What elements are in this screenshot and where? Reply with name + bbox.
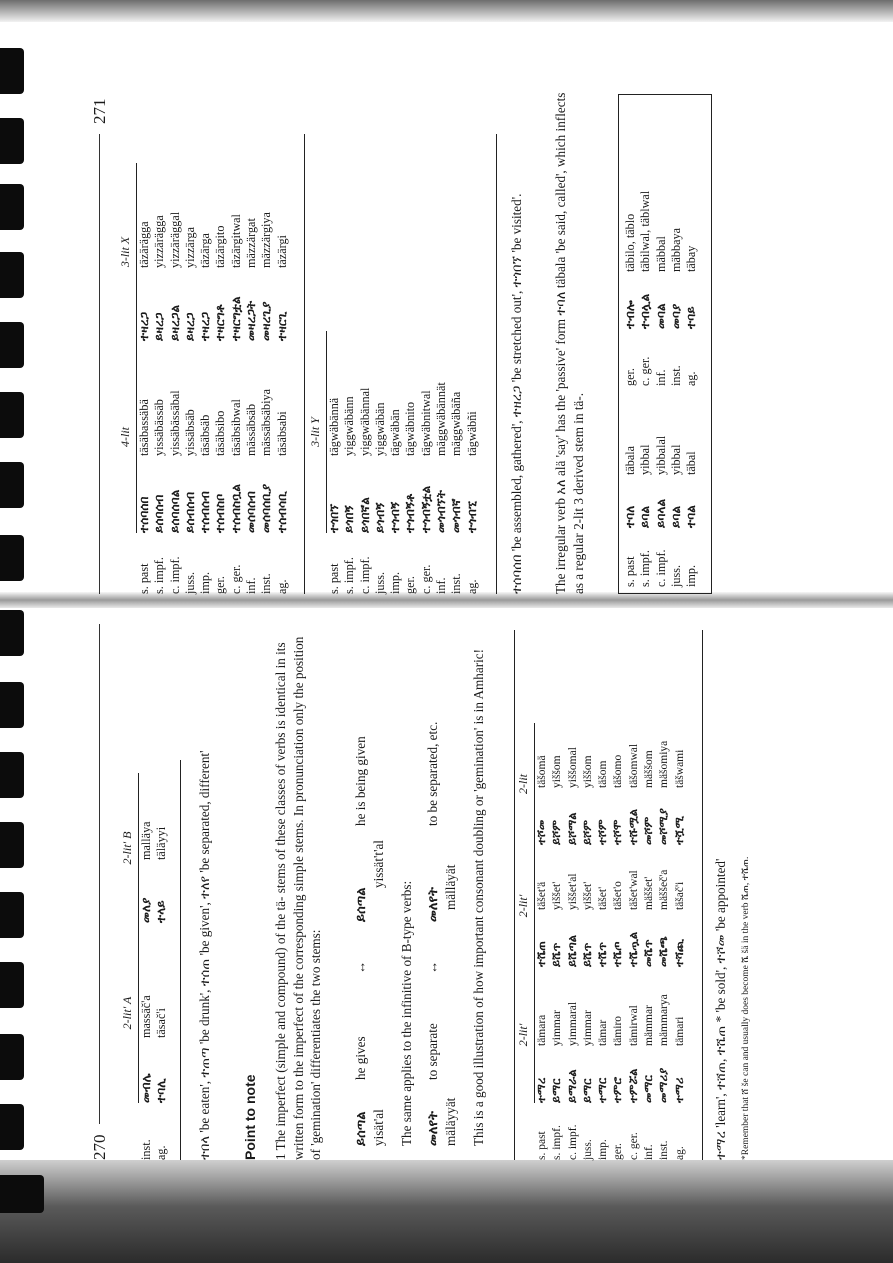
table-cell: imp. [388,571,403,594]
table-cell: yissäbsäb [182,409,197,456]
table-cell: ይዛረጋ [152,312,167,341]
table-row [152,163,167,594]
table-cell: መማር [643,1075,656,1103]
column-header-4lit: 4-lit [116,341,137,533]
table-row [358,331,373,594]
table-cell: ተጎብኝቶ [403,493,418,533]
table-cell: c. impf. [566,1124,579,1160]
table-cell: yimmar [551,1010,564,1046]
table-cell: ተባለ [623,505,637,528]
table-cell: c. ger. [228,564,243,594]
table-cell: mäbbaya [668,228,683,272]
column-header-2lit-a: 2-lit' A [118,923,139,1103]
table-cell: täbilwal, täblwal [638,190,653,272]
table-cell: yimmar [581,1010,594,1046]
table-cell: መሰባሰብ [244,491,259,533]
table-cell: ይባል [668,505,683,528]
table-cell: imp. [597,1139,610,1160]
table-cell: ይሾም [581,820,594,845]
table-cell: täbala [623,445,637,475]
column-header-2lit-3: 2-lit [514,723,535,845]
table-cell: mäggwäbäña [449,391,464,456]
verb-table-3lit-y [306,331,480,594]
table-cell: ይሰባሰባል [167,489,182,533]
table-cell: täsäbsäb [198,414,213,456]
example-verbs-paragraph: ተበላ 'be eaten', ተጠጣ 'be drunk', ተሰጠ 'be given', ተለየ 'be separated, different' [197,750,212,1160]
note-1-paragraph: 1 The imperfect (simple and compound) of the tä- stems of these classes of verbs is identical in its written form to the imperfect of the corresponding simple stems. In pronunciation only the position of 'gemination' differentiates the two stems: [273,636,323,1160]
table-cell: ተጎብኝቷል [418,485,433,533]
table-cell: ተጎብኝ [388,501,403,533]
table-cell: täsäbsibwal [228,399,243,456]
table-cell: ተዛርግቶ [213,304,228,341]
table-row [244,163,259,594]
table-cell: inst. [658,1140,671,1160]
table-cell: yibbal [668,444,683,475]
table-cell: ይዛረጋል [167,304,182,341]
table-cell: ተሾሞ [612,819,625,845]
table-cell: yiggwäbänn [342,396,357,456]
table-cell: tämiro [612,1015,625,1046]
table-cell: ተዛረጋ [198,311,213,341]
table-cell: ተብሎ [623,300,637,329]
table-cell: ተሼጠ [536,941,548,967]
table-cell: መሼጥ [643,939,656,967]
table-cell: yizzärägga [152,215,167,268]
table-cell: yissäbässäb [152,399,167,456]
table-cell: ይዛረጋ [182,312,197,341]
table-cell: ተሰብስቦ [213,493,228,533]
table-cell: ይሰብሰብ [182,491,197,533]
table-row [654,127,669,587]
table-cell: ተማረ [536,1077,548,1103]
table-cell: s. past [326,563,341,594]
table-row [465,331,480,594]
table-cell: täbilo, täblo [623,213,637,272]
table-cell: c. impf. [357,556,372,594]
table-cell: imp. [684,564,699,587]
table-row [213,163,228,594]
table-cell: ይሾም [551,820,564,845]
table-cell: mäzzärgiya [259,212,274,268]
page-number: 271 [90,98,109,124]
table-cell: s. impf. [551,1125,564,1160]
table-cell: mäggwäbännät [434,382,449,456]
table-cell: mämmarya [658,994,671,1046]
table-cell: täšomä [536,755,548,788]
table-cell: s. impf. [342,557,357,594]
table-cell: c. impf. [167,556,182,594]
table-cell: mäššeč'a [658,869,671,910]
table-cell: ተባል [684,505,699,528]
table-cell: täzärga [198,233,213,268]
table-cell: täšomwal [627,743,640,788]
table-cell: c. ger. [627,1132,640,1160]
table-cell: ተሰብሳቢ [274,491,289,533]
irregular-verb-paragraph: The irregular verb አለ alä 'say' has the 'passive' form ተባለ täbala 'be said, called', which inflects as a regular 2-lit 3 derived stem in tä-. [553,92,586,594]
table-cell: inf. [244,577,259,594]
table-cell: tämara [536,1014,548,1046]
table-cell: s. impf. [638,550,653,587]
table-row [259,163,274,594]
table-cell: yissäbässäbal [167,390,182,456]
table-cell: ተሰብሰብ [198,491,213,533]
table-cell: ተሼጧል [627,931,640,967]
table-cell: ይሼጥ [581,942,594,967]
table-cell: täzärgitwal [228,214,243,268]
table-cell: yizzäräggal [167,211,182,268]
table-row [566,723,581,1160]
table-cell: ተሻጪ [673,939,686,967]
table-cell: መባል [653,303,668,329]
table-row [137,163,153,594]
table-cell: juss. [182,571,197,594]
table-cell: ተሰብስቧል [228,483,243,533]
table-cell: juss. [581,1139,594,1160]
table-cell: yiššet'al [566,873,579,910]
table-row [623,127,638,587]
table-row [403,331,418,594]
table-cell: ag. [274,579,289,594]
table-cell: መሾም [643,816,656,845]
table-row [657,723,672,1160]
table-row [642,723,657,1160]
table-row [669,127,684,587]
section-heading: Point to note [242,1074,258,1160]
table-cell: tämirwal [627,1005,640,1046]
table-cell: tägwäbän [388,409,403,456]
table-cell: täzärgi [274,235,289,268]
verb-table-2lit-ab [118,773,170,1160]
table-cell: yiggwäbännal [357,387,372,456]
table-cell: ይባላል [653,498,668,528]
table-row [535,723,551,1160]
table-cell: ይሼጥ [551,942,564,967]
table-row [596,723,611,1160]
table-row [229,163,244,594]
table-cell: c. ger. [418,564,433,594]
table-cell: täzärägga [137,221,151,268]
table-cell: ተሼጦ [612,941,625,967]
table-cell: yibbalal [653,435,668,475]
column-header-3lit-x: 3-lit X [116,163,137,341]
table-cell: ይማር [581,1078,594,1103]
table-cell: ይሾማል [566,812,579,845]
stem-verbs-paragraph: ተሰባሰበ 'be assembled, gathered', ተዘረጋ 'be stretched out', ተጎበኘ 'be visited'. [509,193,524,594]
header-rule [99,624,100,1124]
table-cell: imp. [198,571,213,594]
table-row [581,723,596,1160]
table-rule [496,134,497,594]
table-cell: tägwäbnito [403,401,418,456]
table-cell: täšet' [597,886,610,910]
table-cell: መሾሚያ [658,808,671,845]
table-cell: mäbbal [653,236,668,272]
tabala-paradigm-table [623,127,699,587]
table-cell: täsäbassäbä [137,399,151,456]
table-cell: tämar [597,1019,610,1046]
table-row [183,163,198,594]
table-cell: yiggwäbän [372,402,387,456]
table-cell: ተብሏል [638,293,653,329]
table-cell: መባያ [668,303,683,329]
table-cell: ይማራል [566,1069,579,1103]
table-cell: ተሰባሰበ [137,496,151,533]
table-cell: tägwäbñi [464,411,479,456]
table-cell: መዛረጋት [244,300,259,341]
table-row: ag. ተባሊ täsač'i ተላይ täläyyi [154,826,169,1160]
table-cell: täšet'wal [627,870,640,910]
table-cell: ger. [612,1143,625,1160]
table-row [388,331,403,594]
table-cell: ger. [213,576,228,594]
table-cell: ger. [623,368,637,386]
table-cell: ተምሮ [612,1076,625,1103]
table-row: inst. መብሌ massäč'a መለያ malläya [138,821,153,1160]
scanner-edge-top [0,0,893,22]
table-cell: ag. [684,371,699,386]
table-cell: ተዛረጋ [137,311,151,341]
tabala-paradigm-box [618,94,712,594]
column-header-3lit-y: 3-lit Y [306,331,327,533]
table-cell: መዛረጊያ [259,301,274,341]
table-cell: inf. [434,577,449,594]
table-cell: መጎብኛ [449,498,464,533]
table-cell: ag. [673,1146,686,1160]
table-cell: yiššet' [551,881,564,910]
table-cell: mäšomiya [658,740,671,788]
table-row [327,331,343,594]
table-cell: mäššet' [643,876,656,910]
bottom-verbs-paragraph: ተማረ 'learn', ተሸጠ, ተሼጠ * 'be sold', ተሾመ 'be appointed' [713,858,728,1160]
table-cell: መጎብኘት [434,490,449,533]
table-row [373,331,388,594]
table-cell: yiššom [551,755,564,788]
table-cell: ተሹሟል [627,808,640,845]
table-cell: täšom [597,760,610,788]
table-cell: ይጎብኝ [372,502,387,533]
table-cell: ይባል [638,505,653,528]
table-cell: mäššom [643,750,656,788]
table-row [673,723,688,1160]
table-rule [304,134,305,594]
same-applies-paragraph: The same applies to the infinitive of B-type verbs: [399,880,414,1146]
table-row [168,163,183,594]
table-row [434,331,449,594]
table-cell: juss. [668,564,683,587]
table-cell: ተምሯል [627,1068,640,1103]
table-cell: inf. [643,1144,656,1160]
table-cell: täbal [684,451,699,475]
table-cell: s. impf. [152,557,167,594]
column-header-2lit-2: 2-lit' [514,845,535,967]
table-cell: ተባይ [684,306,699,329]
table-cell: tämari [673,1016,686,1046]
table-cell: ይጎበኛል [357,496,372,533]
table-cell: tägwäbnitwal [418,390,433,456]
table-cell: ተሾመ [536,819,548,845]
table-cell: c. ger. [638,356,653,386]
table-cell: ger. [403,576,418,594]
table-row [684,127,699,587]
table-cell: ተሿሚ [673,816,686,845]
table-cell: mässäbsäb [244,403,259,456]
table-cell: c. impf. [653,549,668,587]
table-cell: ተሼጥ [597,941,610,967]
table-cell: täšwami [673,749,686,788]
table-cell: ተማር [597,1077,610,1103]
table-cell: täšomo [612,754,625,788]
table-row [419,331,434,594]
ring-binding [0,0,60,1263]
table-cell: mämmar [643,1005,656,1046]
table-row [638,127,653,587]
table-cell: ተዛርጊ [274,311,289,341]
table-cell: mässäbsäbiya [259,388,274,456]
table-rule [702,630,703,1160]
table-cell: yibbal [638,444,653,475]
table-row [611,723,626,1160]
table-cell: ይሼጣል [566,935,579,967]
footnote: *Remember that ሸ še can and usually does become ሼ šä in the verb ሼጠ, ተሼጠ. [741,856,751,1160]
table-cell: ተዛርግቷል [228,296,243,341]
table-cell: täsäbsabi [274,411,289,456]
table-cell: tägwäbännä [327,397,341,456]
table-cell: ተሾም [597,819,610,845]
table-cell: inf. [653,369,668,386]
page-271 [90,84,893,594]
table-cell: ag. [464,579,479,594]
table-cell: inst. [259,573,274,594]
table-cell: yiššomal [566,747,579,788]
table-row [198,163,213,594]
table-cell: ይማር [551,1078,564,1103]
column-header-2lit-1: 2-lit' [514,967,535,1103]
table-row [627,723,642,1160]
table-rule [180,760,181,1160]
table-cell: täšet'ä [536,881,548,910]
table-cell: inst. [668,365,683,386]
table-cell: inst. [449,573,464,594]
table-cell: täzärgito [213,225,228,268]
table-cell: ተማሪ [673,1077,686,1103]
scanner-edge-bottom [0,1160,893,1263]
table-row [342,331,357,594]
table-row [275,163,290,594]
header-rule [99,134,100,594]
table-cell: yiššom [581,755,594,788]
table-cell: yiššet' [581,881,594,910]
table-cell: yizzärga [182,226,197,268]
table-cell: s. past [136,563,151,594]
table-cell: ተጎበኘ [327,503,341,533]
table-cell: yimmaral [566,1001,579,1046]
table-cell: ይጎበኝ [342,505,357,533]
table-cell: s. past [535,1131,548,1160]
table-row [550,723,565,1160]
table-cell: s. past [623,556,637,587]
table-cell: täšet'o [612,881,625,910]
table-cell: mäzzärgat [244,218,259,268]
verb-table-4lit-3litx [116,163,290,594]
table-cell: juss. [372,571,387,594]
table-row [449,331,464,594]
table-cell: ይሰባሰብ [152,494,167,533]
page-270: 270 2-lit' A 2-lit' B inst. መብሌ massäč'a መለያ malläya ag. ተባሊ täsač'i ተላይ täläyyi ተበላ 'be eaten', ተጠጣ 'be drunk', ተሰጠ 'be given', ተለየ 'be separated, different' Point to note 1 The imperfect (simple and compound) of the tä- stems of these classes of verbs is identical in its written form to the imperfect of the corresponding simple stems. In pronunciation only the position of 'gemination' differentiates the two stems: ይሰጣል yisät'al he gives ↔ ይሰጣል yissät't'al he is being given The same applies to the infinitive of B-type verbs: መለየት mäläyyät to separate ↔ መለየት mälläyät to be separated, etc. This is a good illustration of how important consonant doubling or 'gemination' is in Amharic! 2-lit' 2-lit' 2-lit s. past ተማረ tämara ተሼጠ täšet'ä ተሾመ täšomä s. impf. ይማር yimmar ይሼጥ yiššet' ይሾም yiššom c. impf. ይማራል yimmaral ይሼጣል yiššet'al ይሾማል yiššomal juss. ይማር yimmar ይሼጥ yiššet' ይሾም yiššom imp. ተማር tämar ተሼጥ täšet' ተሾም täšom ger. ተምሮ tämiro ተሼጦ täšet'o ተሾሞ täšomo c. ger. ተምሯል tämirwal ተሼጧል täšet'wal ተሹሟል täšomwal inf. መማር mämmar መሼጥ mäššet' መሾም mäššom inst. መማሪያ mämmarya መሼጫ mäššeč'a መሾሚያ mäšomiya ag. ተማሪ tämari ተሻጪ täšač'i ተሿሚ täšwami ተማረ 'learn', ተሸጠ, ተሼጠ * 'be sold', ተሾመ 'be appointed' *Remember that ሸ še can and usually does become ሼ šä in the verb ሼጠ, ተሼጠ. [90,605,815,1160]
verb-table-2lit [514,723,688,1160]
table-cell: መማሪያ [658,1067,671,1103]
table-cell: መሼጫ [658,936,671,967]
table-cell: täšač'i [673,881,686,910]
table-cell: täbay [684,245,699,272]
table-cell: መሰባሰቢያ [259,483,274,533]
column-header-2lit-b: 2-lit' B [118,773,139,923]
good-illustration-paragraph: This is a good illustration of how important consonant doubling or 'gemination' is in Amharic! [471,648,486,1146]
table-cell: ተጎብኚ [464,501,479,533]
table-cell: täsäbsibo [213,410,228,456]
page-number: 270 [90,1134,109,1160]
